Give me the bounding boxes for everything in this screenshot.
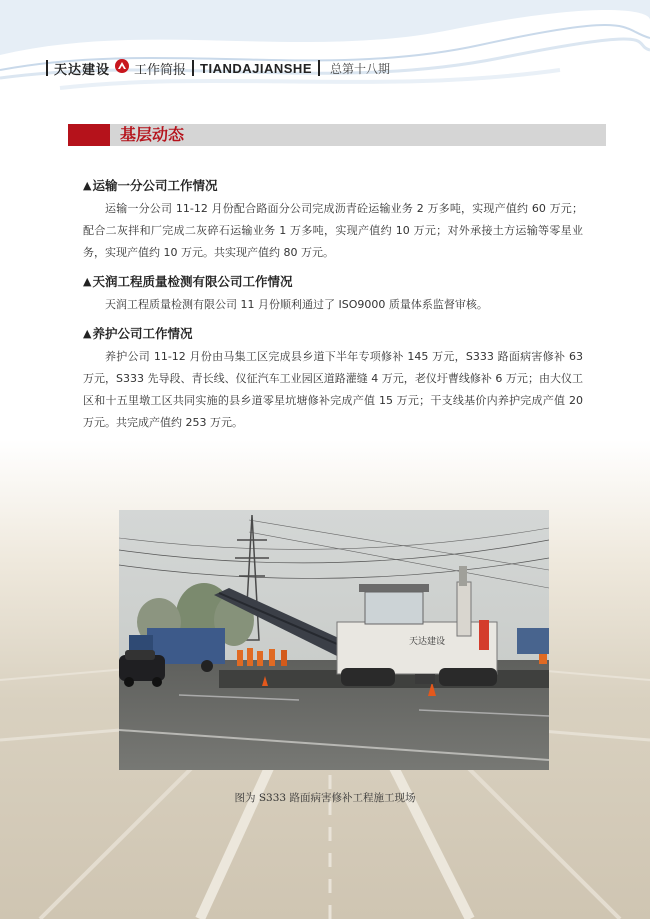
article-heading [83, 176, 583, 196]
article-heading [83, 272, 583, 292]
photo-caption: 图为 S333 路面病害修补工程施工现场 [234, 792, 416, 804]
section-accent-block [68, 124, 110, 146]
article [83, 272, 583, 316]
brand-name: 天达建设 [54, 62, 111, 78]
triangle-marker-icon: ▲ [83, 179, 92, 192]
article [83, 324, 583, 434]
article-list [83, 176, 583, 442]
article-title: 运输一分公司工作情况 [92, 178, 218, 193]
article [83, 176, 583, 264]
triangle-marker-icon: ▲ [83, 327, 92, 340]
triangle-marker-icon: ▲ [83, 275, 92, 288]
section-title: 基层动态 [120, 125, 185, 144]
header-divider [318, 60, 320, 76]
section-header [68, 124, 606, 146]
page-header [46, 58, 390, 78]
header-divider [46, 60, 48, 76]
construction-site-photo [119, 510, 549, 770]
article-title: 天润工程质量检测有限公司工作情况 [92, 274, 293, 289]
publication-name: 工作简报 [134, 62, 187, 78]
article-title: 养护公司工作情况 [92, 326, 193, 341]
vehicle-lettering: 天达建设 [409, 637, 446, 647]
header-divider [192, 60, 194, 76]
article-heading [83, 324, 583, 344]
article-body: 养护公司 11-12 月份由马集工区完成县乡道下半年专项修补 145 万元，S333 路面病害修补 63 万元，S333 先导段、青长线、仪征汽车工业园区道路灌缝 4 万元，老仪圩曹线修补 6 万元；由大仪工区和十五里墩工区共同实施的县乡道零星坑塘修补完成产值 15 万元；干支线基价内养护完成产值 20 万元。共完成产值约 253 万元。 [83, 350, 583, 429]
latin-name: TIANDAJIANSHE [200, 60, 312, 76]
company-logo-icon [114, 58, 130, 78]
article-body: 运输一分公司 11-12 月份配合路面分公司完成沥青砼运输业务 2 万多吨，实现产值约 60 万元；配合二灰拌和厂完成二灰碎石运输业务 1 万多吨，实现产值约 10 万元；对外承接土方运输等零星业务，实现产值约 10 万元。共实现产值约 80 万元。 [83, 202, 583, 259]
issue-number: 总第十八期 [330, 61, 391, 76]
article-body: 天润工程质量检测有限公司 11 月份顺利通过了 ISO9000 质量体系监督审核。 [105, 298, 488, 311]
